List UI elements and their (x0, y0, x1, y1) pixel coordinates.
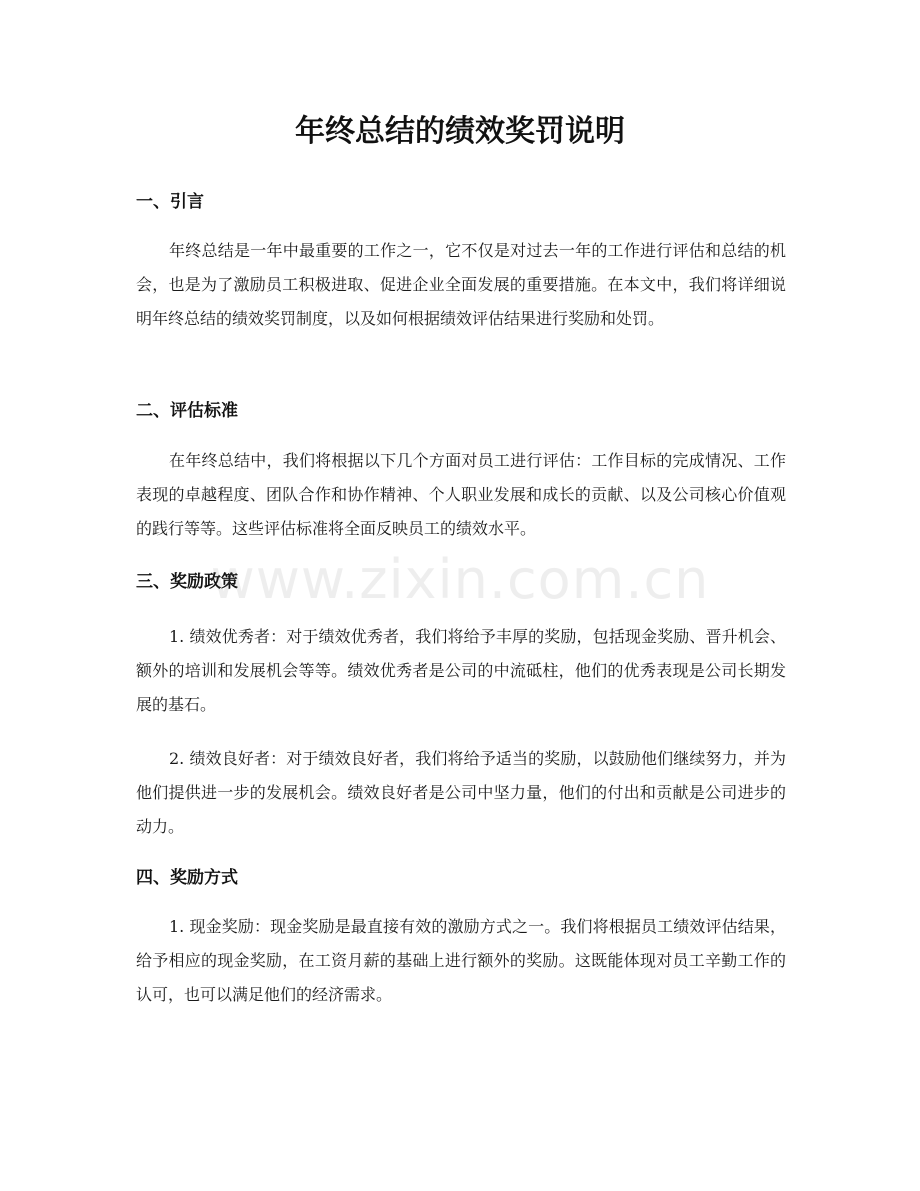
paragraph-reward-excellent: 1. 绩效优秀者：对于绩效优秀者，我们将给予丰厚的奖励，包括现金奖励、晋升机会、额外的培训和发展机会等等。绩效优秀者是公司的中流砥柱，他们的优秀表现是公司长期发展的基石。 (136, 627, 786, 714)
section-heading-evaluation-criteria: 二、评估标准 (136, 401, 238, 421)
watermark: www.zixin.com.cn (210, 548, 710, 611)
section-heading-reward-policy: 三、奖励政策 (136, 572, 238, 592)
section-heading-introduction: 一、引言 (136, 192, 204, 212)
section-heading-reward-methods: 四、奖励方式 (136, 868, 238, 888)
paragraph-evaluation-criteria: 在年终总结中，我们将根据以下几个方面对员工进行评估：工作目标的完成情况、工作表现的卓越程度、团队合作和协作精神、个人职业发展和成长的贡献、以及公司核心价值观的践行等等。这些评估标准将全面反映员工的绩效水平。 (136, 451, 786, 538)
paragraph-reward-good: 2. 绩效良好者：对于绩效良好者，我们将给予适当的奖励，以鼓励他们继续努力，并为他们提供进一步的发展机会。绩效良好者是公司中坚力量，他们的付出和贡献是公司进步的动力。 (136, 749, 786, 836)
paragraph-cash-reward: 1. 现金奖励：现金奖励是最直接有效的激励方式之一。我们将根据员工绩效评估结果，给予相应的现金奖励，在工资月薪的基础上进行额外的奖励。这既能体现对员工辛勤工作的认可，也可以满足他们的经济需求。 (136, 917, 786, 1004)
page-title: 年终总结的绩效奖罚说明 (295, 114, 625, 149)
paragraph-introduction: 年终总结是一年中最重要的工作之一，它不仅是对过去一年的工作进行评估和总结的机会，也是为了激励员工积极进取、促进企业全面发展的重要措施。在本文中，我们将详细说明年终总结的绩效奖罚制度，以及如何根据绩效评估结果进行奖励和处罚。 (136, 241, 786, 328)
